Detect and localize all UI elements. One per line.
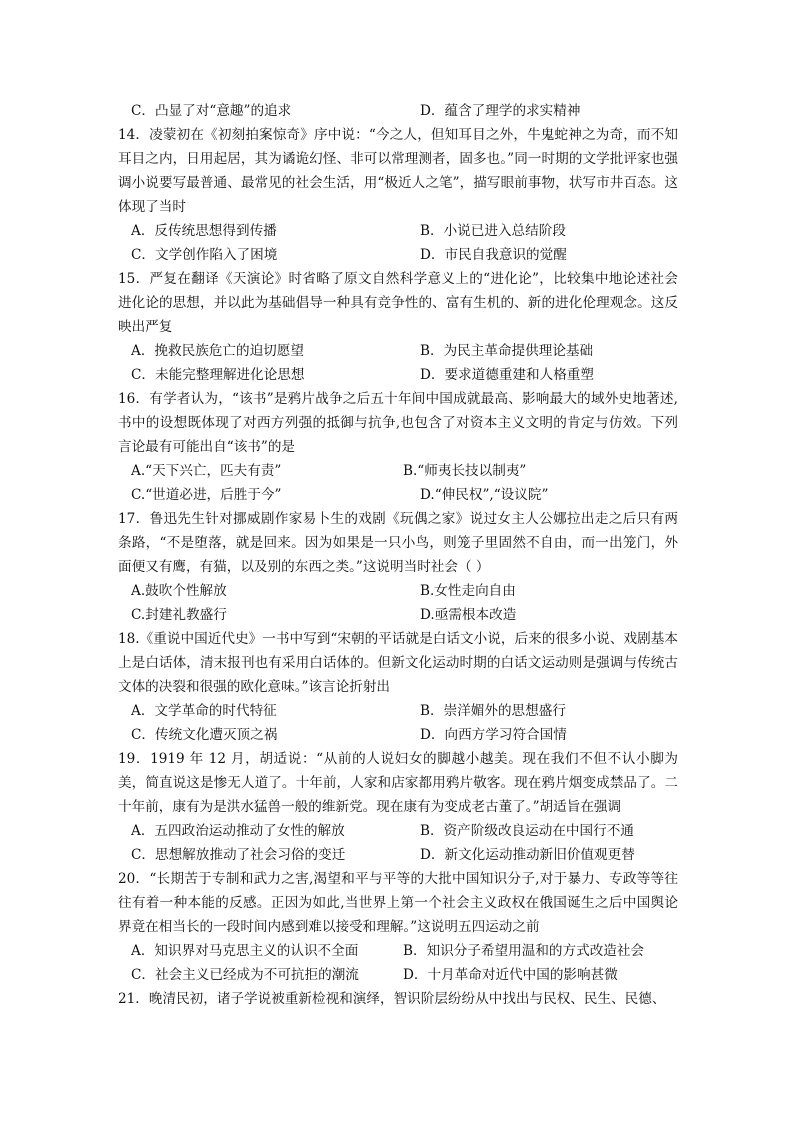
q15-option-b: B．为民主革命提供理论基础 — [420, 343, 594, 359]
q19-stem: 19．1919 年 12 月，胡适说：“从前的人说妇女的脚越小越美。现在我们不但不认小脚为美，简直说这是惨无人道了。十年前，人家和店家都用鸦片敬客。现在鸦片烟变成禁品了。二十年前，康有为是洪水猛兽一般的维新党。现在康有为变成老古董了。”胡适旨在强调 — [118, 751, 678, 815]
q20-option-a: A．知识界对马克思主义的认识不全面 — [131, 943, 359, 959]
q18-option-b: B．崇洋媚外的思想盛行 — [420, 703, 566, 719]
q16-option-c: C.“世道必进，后胜于今” — [131, 487, 282, 503]
q21-stem: 21．晚清民初，诸子学说被重新检视和演绎，智识阶层纷纷从中找出与民权、民生、民德、 — [118, 991, 666, 1007]
q18-option-c: C．传统文化遭灭顶之祸 — [131, 727, 278, 743]
q15-stem: 15．严复在翻译《天演论》时省略了原文自然科学意义上的“进化论”，比较集中地论述社会进化论的思想，并以此为基础倡导一种具有竞争性的、富有生机的、新的进化伦理观念。这反映出严复 — [118, 271, 678, 335]
q19-option-b: B．资产阶级改良运动在中国行不通 — [420, 823, 634, 839]
q19-option-d: D．新文化运动推动新旧价值观更替 — [420, 847, 635, 863]
q14-stem: 14．凌蒙初在《初刻拍案惊奇》序中说：“今之人，但知耳目之外，牛鬼蛇神之为奇，而不知耳目之内，日用起居，其为谲诡幻怪、非可以常理测者，固多也。”同一时期的文学批评家也强调小说要写最普通、最常见的社会生活，用“极近人之笔”，描写眼前事物，状写市井百态。这体现了当时 — [118, 127, 678, 215]
q20-option-c: C．社会主义已经成为不可抗拒的潮流 — [131, 967, 359, 983]
q17-option-a: A.鼓吹个性解放 — [131, 583, 227, 599]
q14-option-b: B．小说已进入总结阶段 — [420, 223, 566, 239]
q14-option-d: D．市民自我意识的觉醒 — [420, 247, 567, 263]
q18-option-a: A．文学革命的时代特征 — [131, 703, 277, 719]
q16-option-d: D.“伸民权”,“设议院” — [420, 487, 549, 503]
q18-option-d: D．向西方学习符合国情 — [420, 727, 567, 743]
q14-option-a: A．反传统思想得到传播 — [131, 223, 277, 239]
q16-stem: 16．有学者认为，“该书”是鸦片战争之后五十年间中国成就最高、影响最大的域外史地著述,书中的设想既体现了对西方列强的抵御与抗争,也包含了对资本主义文明的肯定与仿效。下列言论最有可能出自“该书”的是 — [118, 391, 678, 455]
q17-stem: 17．鲁迅先生针对挪威剧作家易卜生的戏剧《玩偶之家》说过女主人公娜拉出走之后只有两条路，“不是堕落，就是回来。因为如果是一只小鸟，则笼子里固然不自由，而一出笼门，外面便又有鹰，有猫，以及别的东西之类。”这说明当时社会（ ） — [118, 511, 678, 575]
q16-option-b: B.“师夷长技以制夷” — [403, 463, 527, 479]
q15-option-a: A．挽救民族危亡的迫切愿望 — [131, 343, 304, 359]
q13-option-d: D．蕴含了理学的求实精神 — [420, 103, 581, 119]
q17-option-b: B.女性走向自由 — [420, 583, 516, 599]
q17-option-c: C.封建礼教盛行 — [131, 607, 227, 623]
q13-option-c: C．凸显了对“意趣”的追求 — [131, 103, 292, 119]
q19-option-c: C．思想解放推动了社会习俗的变迁 — [131, 847, 346, 863]
q15-option-c: C．未能完整理解进化论思想 — [131, 367, 305, 383]
q17-option-d: D.亟需根本改造 — [420, 607, 517, 623]
q19-option-a: A．五四政治运动推动了女性的解放 — [131, 823, 345, 839]
q20-stem: 20．“长期苦于专制和武力之害,渴望和平与平等的大批中国知识分子,对于暴力、专政等等往往有着一种本能的反感。正因为如此,当世界上第一个社会主义政权在俄国诞生之后中国舆论界竟在相当长的一段时间内感到难以接受和理解。”这说明五四运动之前 — [118, 871, 678, 935]
q18-stem: 18.《重说中国近代史》一书中写到“宋朝的平话就是白话文小说，后来的很多小说、戏剧基本上是白话体，清末报刊也有采用白话体的。但新文化运动时期的白话文运动则是强调与传统古文体的决裂和很强的欧化意味。”该言论折射出 — [118, 631, 678, 695]
q15-option-d: D．要求道德重建和人格重塑 — [420, 367, 595, 383]
q14-option-c: C．文学创作陷入了困境 — [131, 247, 278, 263]
q16-option-a: A.“天下兴亡，匹夫有责” — [131, 463, 282, 479]
q20-option-d: D．十月革命对近代中国的影响甚微 — [403, 967, 618, 983]
q20-option-b: B．知识分子希望用温和的方式改造社会 — [403, 943, 645, 959]
